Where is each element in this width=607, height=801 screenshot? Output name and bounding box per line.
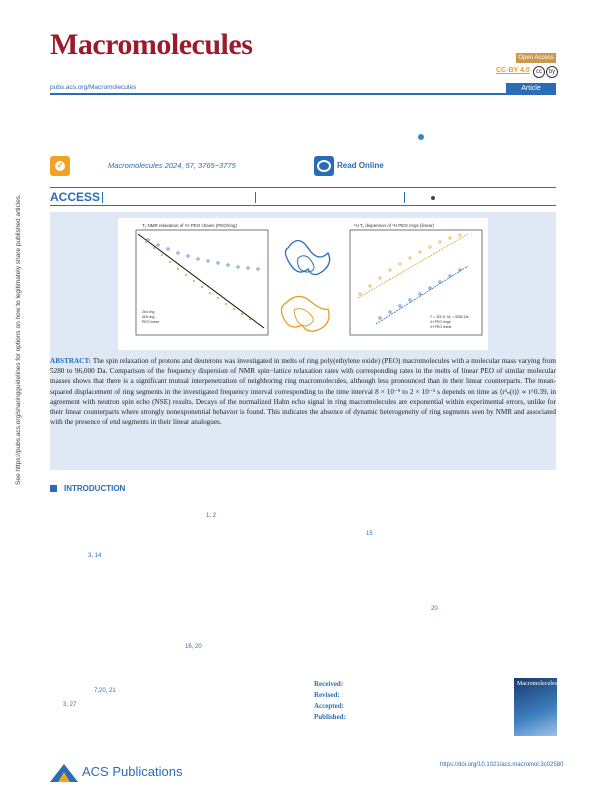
left-legend-3: PEO linear (142, 320, 159, 324)
access-bar-bottom (50, 205, 556, 206)
read-online-icon[interactable] (314, 156, 334, 176)
revised-label: Revised: (314, 691, 340, 699)
left-legend-1: 2k4 ring (142, 310, 155, 314)
doi-link[interactable]: https://doi.org/10.1021/acs.macromol.3c02580 (440, 762, 564, 768)
cc-icon: cc (533, 66, 545, 78)
reference-link[interactable]: 1, 2 (206, 513, 217, 519)
cover-title: Macromolecules (517, 681, 557, 687)
published-label: Published: (314, 713, 346, 721)
received-label: Received: (314, 680, 344, 688)
reference-link[interactable]: 7,20, 21 (94, 688, 116, 694)
right-legend-1: T = 320 K, M₁ = 5280 Da (430, 315, 469, 319)
left-plot-title: T₁ NMR relaxation of ¹H PEO chains (PEO/ring) (142, 223, 238, 228)
section-marker (50, 485, 57, 492)
header-divider (50, 93, 556, 95)
right-legend-3: ¹H PEO linear (430, 325, 452, 329)
open-access-badge[interactable]: Open Access (516, 53, 556, 63)
sharing-guidelines-note: See https://pubs.acs.org/sharingguidelines for options on how to legitimately share published articles. (15, 194, 22, 485)
left-legend-2: 4k5 ring (142, 315, 155, 319)
abstract-text (50, 356, 556, 427)
reference-link[interactable]: 20 (431, 606, 438, 612)
right-plot-title: ¹H T₁ dispersion of ¹H PEO rings (linear) (354, 223, 434, 228)
citation-text[interactable]: Macromolecules 2024, 57, 3765−3775 (108, 161, 236, 170)
abstract-body: The spin relaxation of protons and deuterons was investigated in melts of ring poly(ethylene oxide) (PEO) macromolecules with a molecular mass varying from 5280 to 96,000 Da. Comparison of the frequency dispersion of NMR spin−lattice relaxation rates with corresponding rates in the melts of linear PEO of similar molecular masses shows that there is a significant mutual interpenetration of neighboring ring macromolecules, although less pronounced than in their linear counterparts. The mean-squared displacement of ring segments in the investigated frequency interval corresponding to the time interval 8 × 10⁻⁹ to 2 × 10⁻⁵ s depends on time as ⟨r²ₙ(t)⟩ ∝ t^0.39, in agreement with neutron spin echo (NSE) results. Decays of the normalized Hahn echo signal in ring macromolecules are exponential within experimental errors, unlike for their linear counterparts where strongly nonexponential behavior is found. This indicates the absence of dynamic heterogeneity of ring segments seen by NMR and associated with the presence of end segments in their linear analogues. (50, 357, 557, 427)
toc-graphic (118, 218, 488, 350)
right-legend-2: ¹H PEO rings (430, 320, 451, 324)
cite-this-icon[interactable]: ✓ (50, 156, 70, 176)
acs-logo-icon[interactable] (50, 762, 78, 787)
article-type-tag: Article (506, 83, 556, 95)
reference-link[interactable]: 3, 27 (63, 702, 77, 708)
introduction-heading: INTRODUCTION (64, 484, 126, 493)
reference-link[interactable]: 3, 14 (88, 553, 102, 559)
journal-title: Macromolecules (50, 28, 253, 61)
accepted-label: Accepted: (314, 702, 344, 710)
orcid-icon[interactable] (418, 134, 424, 140)
publisher-name[interactable]: ACS Publications (82, 764, 183, 779)
access-label: ACCESS (50, 190, 101, 204)
access-divider (102, 192, 103, 203)
access-bar-top (50, 187, 556, 188)
license-link[interactable]: CC-BY 4.0 (496, 67, 530, 74)
cc-by-icon: by (546, 66, 558, 78)
supporting-divider (404, 192, 405, 203)
reference-link[interactable]: 16, 20 (185, 644, 202, 650)
read-online-link[interactable]: Read Online (337, 161, 384, 170)
abstract-label: ABSTRACT: (50, 357, 92, 365)
metrics-divider (255, 192, 256, 203)
journal-cover-thumbnail[interactable] (514, 678, 557, 736)
journal-url[interactable]: pubs.acs.org/Macromolecules (50, 84, 137, 91)
reference-link[interactable]: 15 (366, 531, 373, 537)
toc-figure (118, 218, 488, 350)
si-dot-icon (431, 196, 435, 200)
